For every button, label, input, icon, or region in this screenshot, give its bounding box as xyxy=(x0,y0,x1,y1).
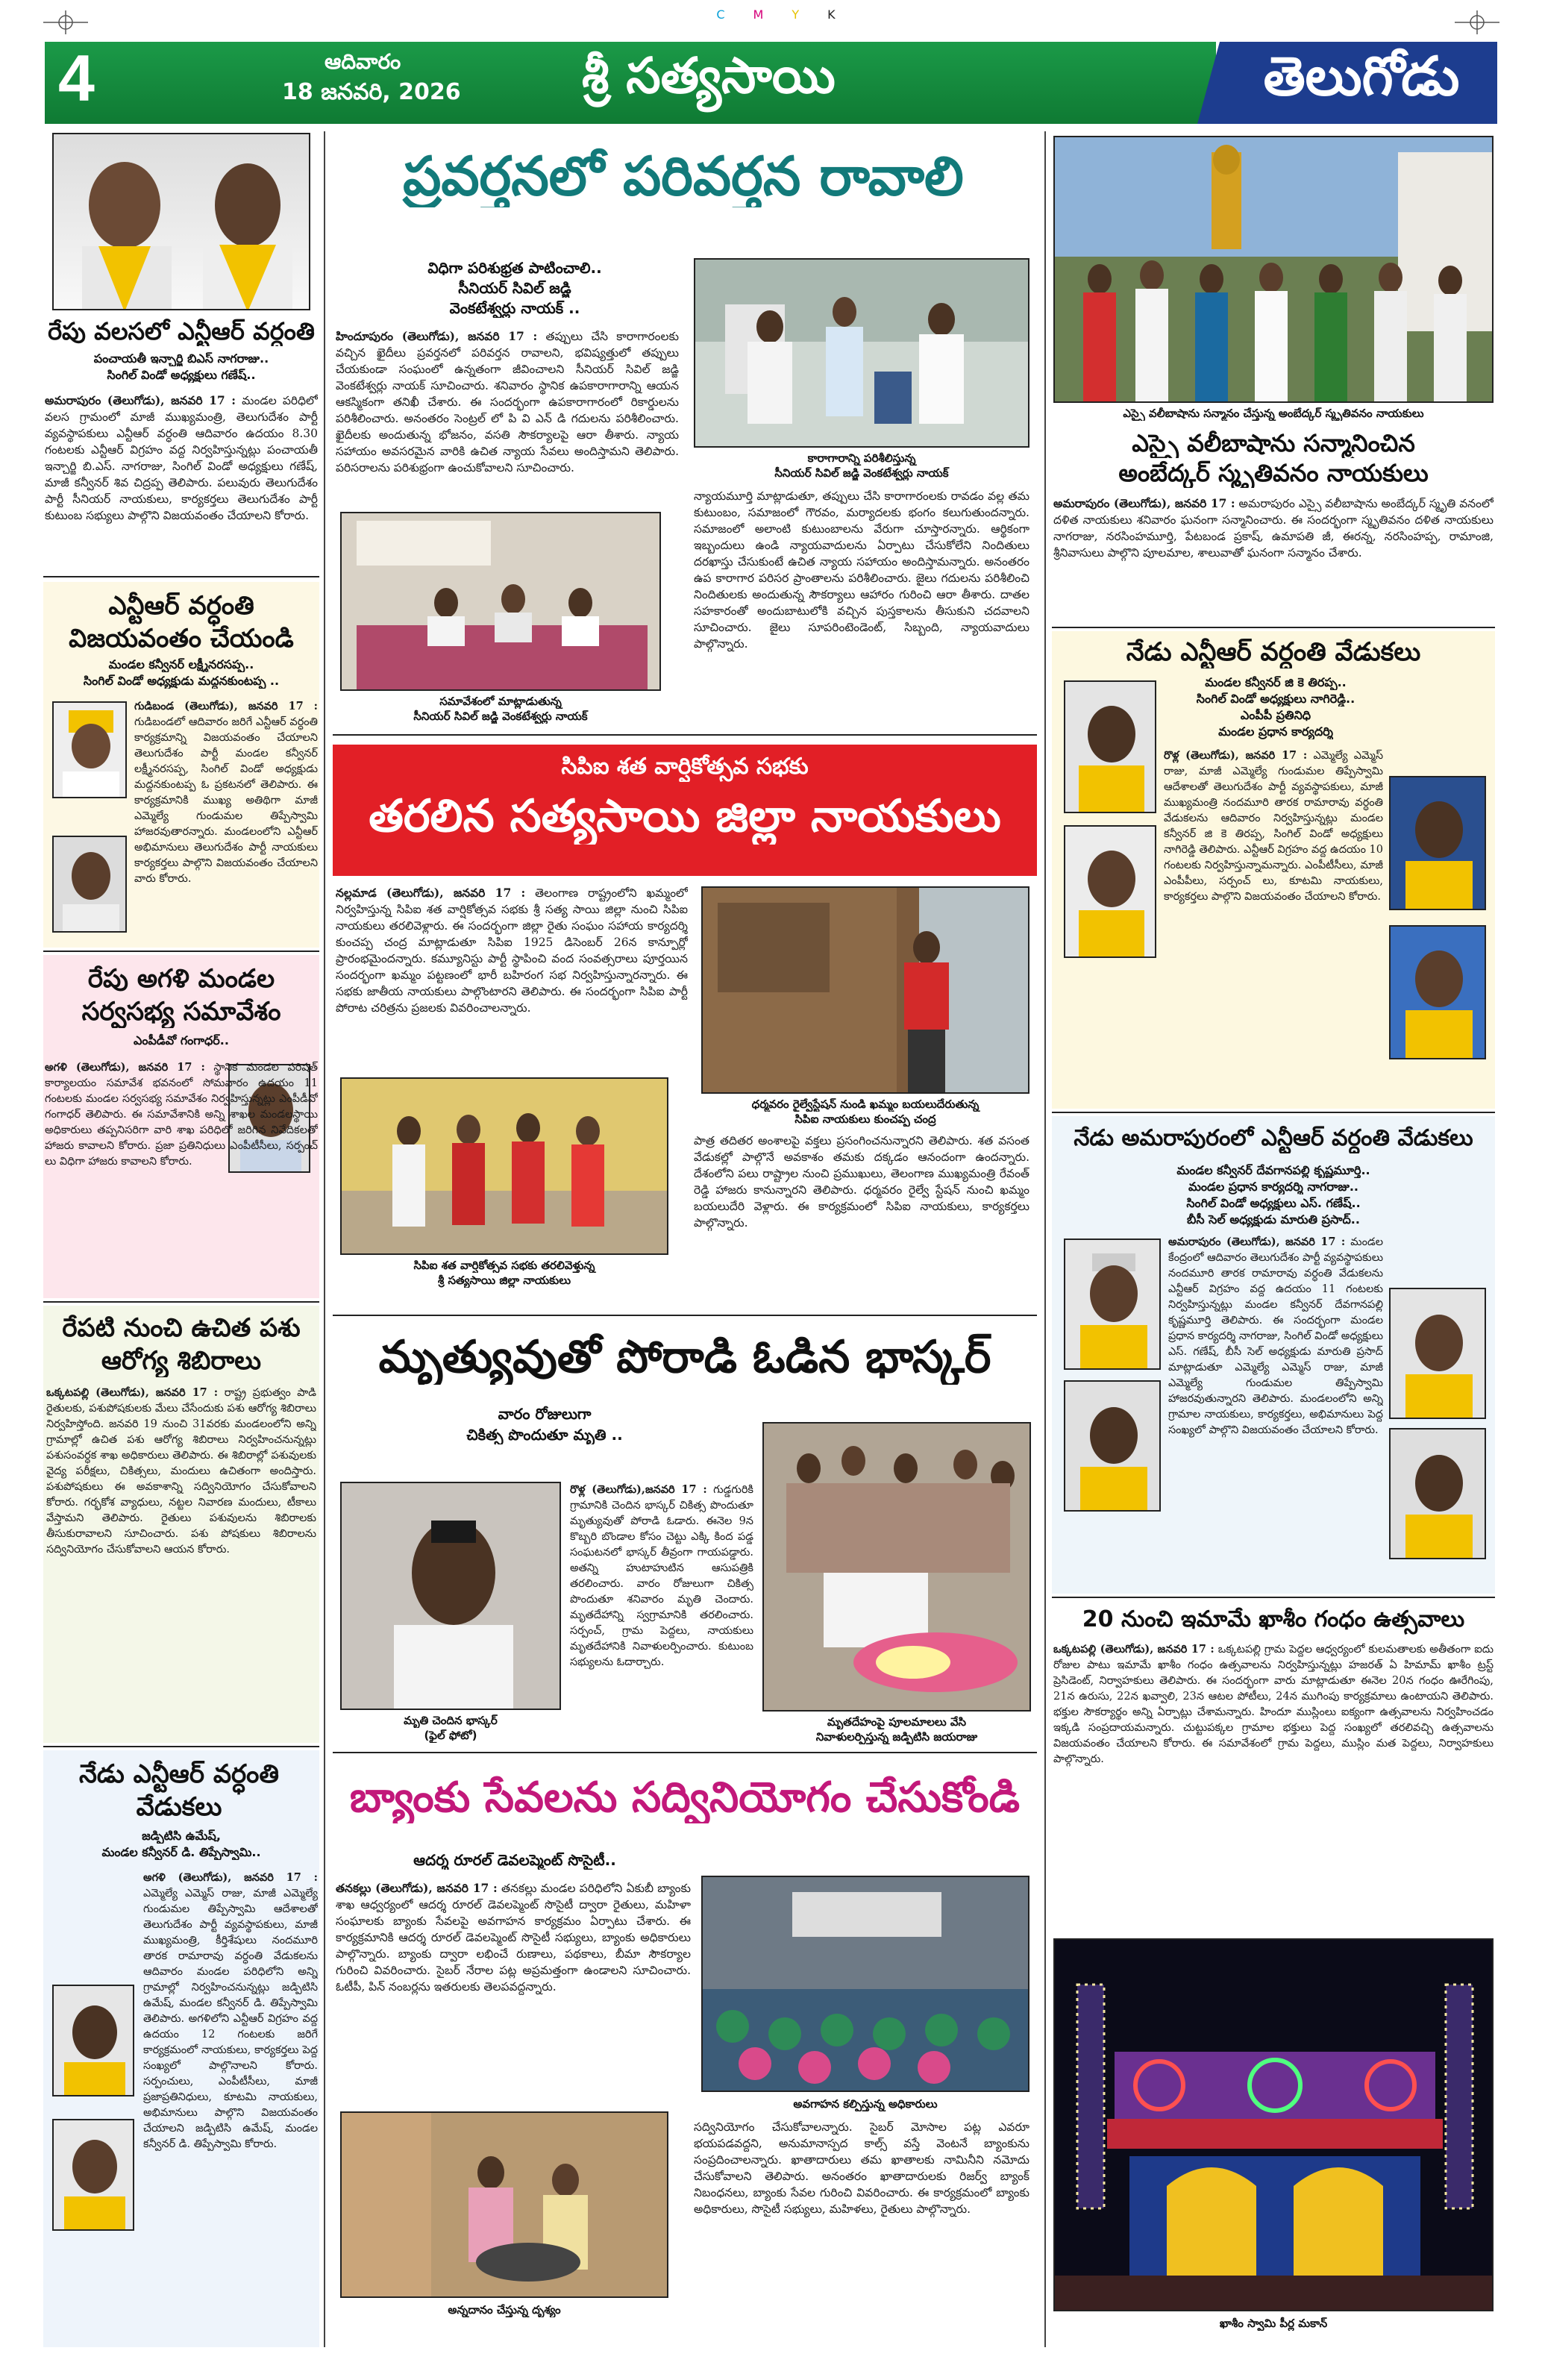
r1-dateline: అమరాపురం (తెలుగోడు), జనవరి 17 : xyxy=(1053,496,1235,510)
section-title: శ్రీ సత్యసాయి xyxy=(582,46,836,104)
column-rule-left xyxy=(324,131,325,2347)
bank-dateline: తనకల్లు (తెలుగోడు), జనవరి 17 : xyxy=(336,1881,498,1895)
a3-body-text: స్థానిక మండల పరిషత్ కార్యాలయం సమావేశ భవనంలో సోమవారం ఉదయం 11 గంటలకు మండల సర్వసభ్య సమావేశం నిర్వహిస్తున్నట్లు ఎంపీడీవో గంగాధర్ తెలిపారు. ఈ సమావేశానికి అన్ని శాఖల మండలస్థాయి అధికారులు తప్పనిసరిగా వారి శాఖ పరిధిలో జరిగిన నివేదికలతో హాజరు కావాలని కోరారు. ప్రజా ప్రతినిధులు ఎంపీటీసీలు, సర్పంచ్ లు విధిగా హాజరు కావాలని కోరారు. xyxy=(45,1062,318,1168)
r3-sub2: మండల ప్రధాన కార్యదర్శి నాగరాజు.. xyxy=(1188,1180,1359,1194)
ambedkar-photo-caption: ఎస్సై వలీబాషాను సన్మానం చేస్తున్న అంబేద్కర్ స్మృతివనం నాయకులు xyxy=(1123,407,1424,420)
a3-title: రేపు అగళి మండల సర్వసభ్య సమావేశం xyxy=(81,964,281,1027)
a5-body xyxy=(143,1870,318,2340)
divider xyxy=(333,734,1037,736)
cmyk-c: C xyxy=(716,7,725,22)
bhaskar-dateline: రొళ్ల (తెలుగోడు),జనవరి 17 : xyxy=(570,1483,707,1496)
main-body1 xyxy=(336,328,679,504)
cpi-body2: పాత్ర తదితర అంశాలపై వక్తలు ప్రసంగించనున్నారని తెలిపారు. శత వసంత వేడుకల్లో పాల్గొనే అవకాశం తమకు దక్కడం ఆనందంగా ఉందన్నారు. దేశంలోని పలు రాష్ట్రాల నుంచి ప్రముఖులు, తెలంగాణ ముఖ్యమంత్రి రేవంత్ రెడ్డి హాజరు కానున్నారని తెలిపారు. ధర్మవరం రైల్వే స్టేషన్ నుంచి ఖమ్మం బయలుదేరి వెళ్లారు. ఈ కార్యక్రమంలో సిపిఐ నాయకులు, కార్యకర్తలు పాల్గొన్నారు. xyxy=(694,1134,1029,1230)
bhaskar-portrait-caption1: మృతి చెందిన భాస్కర్ xyxy=(404,1714,498,1727)
jail-visit-photo xyxy=(694,258,1029,448)
divider xyxy=(1052,1112,1495,1113)
a2-sub2: సింగిల్ విండో అధ్యక్షుడు మద్దనకుంటప్ప .. xyxy=(83,674,280,688)
a2-dateline: గుడిబండ (తెలుగోడు), జనవరి 17 : xyxy=(134,700,318,713)
a2-photo-1 xyxy=(52,701,127,798)
r3-sub1: మండల కన్వీనర్ దేవగానపల్లి కృష్ణమూర్తి.. xyxy=(1176,1163,1370,1177)
header-date: 18 జనవరి, 2026 xyxy=(282,79,461,105)
a5-title: నేడు ఎన్టీఆర్ వర్ధంతి వేడుకలు xyxy=(79,1759,279,1822)
cpi-headline: తరలిన సత్యసాయి జిల్లా నాయకులు xyxy=(369,790,1001,842)
page-number: 4 xyxy=(58,41,95,115)
bank-sub1: ఆదర్శ రూరల్ డెవలప్మెంట్ సొసైటీ.. xyxy=(413,1851,616,1869)
divider xyxy=(333,1752,1037,1753)
bhaskar-headline: మృత్యువుతో పోరాడి ఓడిన భాస్కర్ xyxy=(378,1331,991,1383)
a2-body-text: గుడిబండలో ఆదివారం జరిగే ఎన్టీఆర్ వర్ధంతి కార్యక్రమాన్ని విజయవంతం చేయాలని తెలుగుదేశం పార్టీ మండల కన్వీనర్ లక్ష్మీనరసప్ప, సింగిల్ విండో అధ్యక్షుడు మద్దనకుంటప్ప ఓ ప్రకటనలో తెలిపారు. ఈ కార్యక్రమానికి ముఖ్య అతిథిగా మాజీ ఎమ్మెల్యే గుండుమల తిప్పేస్వామి హాజరవుతారన్నారు. మండలంలోని ఎన్టీఆర్ అభిమానులు తెలుగుదేశం పార్టీ నాయకులు కార్యకర్తలు పాల్గొని విజయవంతం చేయాలని వారు కోరారు. xyxy=(134,716,318,885)
r4-body-text: ఒక్కటపల్లి గ్రామ పెద్దల ఆధ్వర్యంలో కులమతాలకు అతీతంగా ఐదు రోజుల పాటు ఇమామే ఖాశీం గంధం ఉత్సవాలను నిర్వహిస్తున్నట్లు హజరత్ ఏ హిమామ్ ఖాశీం ట్రస్ట్ ప్రెసిడెంట్, నిర్వాహకులు తెలిపారు. ఈ సందర్భంగా వారు మాట్లాడుతూ ఈనెల 20న గంధం ఊరేగింపు, 21న ఉరుసు, 22న ఖవ్వాలి, 23న ఆటల పోటీలు, 24న ముగింపు కార్యక్రమాలు ఉంటాయని తెలిపారు. భక్తుల సౌకర్యార్థం అన్ని ఏర్పాట్లు చేశామన్నారు. హిందూ ముస్లింలు ఐక్యంగా ఉత్సవాలను నిర్వహించడం ఇక్కడి సంప్రదాయమన్నారు. చుట్టుపక్కల గ్రామాల భక్తులు పెద్ద సంఖ్యలో తరలివచ్చి ఉత్సవాలను విజయవంతం చేయాలని కోరారు. ఈ సమావేశంలో గ్రామ పెద్దలు, ముస్లిం మత పెద్దలు, నిర్వాహకులు పాల్గొన్నారు. xyxy=(1053,1644,1494,1765)
bank-body1-text: తనకల్లు మండల పరిధిలోని ఏకుబీ బ్యాంకు శాఖ ఆధ్వర్యంలో ఆదర్శ రూరల్ డెవలప్మెంట్ సొసైటీ ద్వారా రైతులు, మహిళా సంఘాలకు బ్యాంకు సేవలపై అవగాహన కార్యక్రమం ఏర్పాటు చేశారు. ఈ కార్యక్రమానికి ఆదర్శ రూరల్ డెవలప్మెంట్ సొసైటీ సభ్యులు, బ్యాంకు అధికారులు పాల్గొన్నారు. బ్యాంకు ద్వారా లభించే రుణాలు, పథకాలు, బీమా సౌకర్యాల గురించి వివరించారు. సైబర్ నేరాల పట్ల అప్రమత్తంగా ఉండాలని సూచించారు. ఓటీపీ, పిన్ నంబర్లను ఇతరులకు తెలపవద్దన్నారు. xyxy=(336,1882,691,1994)
divider xyxy=(43,1301,319,1303)
a5-body-text: ఎమ్మెల్యే ఎమ్మెస్ రాజు, మాజీ ఎమ్మెల్యే గుండుమల తిప్పేస్వామి ఆదేశాలతో తెలుగుదేశం పార్టీ వ్యవస్థాపకులు, మాజీ ముఖ్యమంత్రి, కీర్తిశేషులు నందమూరి తారక రామారావు వర్ధంతి వేడుకలను ఆదివారం మండల పరిధిలోని అన్ని గ్రామాల్లో నిర్వహించనున్నట్లు జడ్పిటిసి ఉమేష్, మండల కన్వీనర్ డి. తిప్పేస్వామి తెలిపారు. అగళిలోని ఎన్టీఆర్ విగ్రహం వద్ద ఉదయం 12 గంటలకు జరిగే కార్యక్రమంలో నాయకులు, కార్యకర్తలు పెద్ద సంఖ్యలో పాల్గొనాలని కోరారు. సర్పంచులు, ఎంపీటీసీలు, మాజీ ప్రజాప్రతినిధులు, కూటమి నాయకులు, అభిమానులు పాల్గొని విజయవంతం చేయాలని జడ్పిటిసి ఉమేష్, మండల కన్వీనర్ డి. తిప్పేస్వామి కోరారు. xyxy=(143,1888,318,2150)
bhaskar-tribute-photo xyxy=(762,1422,1031,1712)
bank-food-photo xyxy=(340,2111,668,2298)
main-body1-text: తప్పులు చేసి కారాగారంలకు వచ్చిన ఖైదీలు ప్రవర్తనలో పరివర్తన రావాలని, భవిష్యత్తులో తప్పులు చేయకుండా సంఘంలో ఉన్నతంగా జీవించాలని సీనియర్ సివిల్ జడ్జి వెంకటేశ్వర్లు నాయక్ సూచించారు. శనివారం స్థానిక ఉపకారాగారాన్ని ఆయన ఆకస్మికంగా తనిఖీ చేశారు. ఈ సందర్భంగా ఉపకారాగారంలో రికార్డులను పరిశీలించారు. అనంతరం సెంట్రల్ లో పి వి ఎన్ డి గదులను పరిశీలించారు. ఖైదీలకు అందుతున్న భోజనం, వసతి సౌకర్యాలపై ఆరా తీశారు. న్యాయ సహాయం అవసరమైన వారికి ఉచిత న్యాయ సేవలు అందిస్తామని తెలిపారు. పరిసరాలను పరిశుభ్రంగా ఉంచుకోవాలని సూచించారు. xyxy=(336,330,679,475)
bhaskar-tribute-caption2: నివాళులర్పిస్తున్న జడ్పిటిసి జయరాజు xyxy=(815,1730,978,1744)
r2-photo-4 xyxy=(1389,925,1486,1059)
divider xyxy=(43,951,319,952)
bank-food-caption: అన్నదానం చేస్తున్న దృశ్యం xyxy=(448,2303,561,2317)
r3-body-text: మండల కేంద్రంలో ఆదివారం తెలుగుదేశం పార్టీ వ్యవస్థాపకులు నందమూరి తారక రామారావు వర్ధంతి వేడుకలను ఎన్టీఆర్ విగ్రహం వద్ద ఉదయం 11 గంటలకు నిర్వహిస్తున్నట్లు మండల కన్వీనర్ దేవగానపల్లి కృష్ణమూర్తి తెలిపారు. ఈ సందర్భంగా మండల ప్రధాన కార్యదర్శి నాగరాజు, సింగిల్ విండో అధ్యక్షులు ఎస్. గణేష్, బీసీ సెల్ అధ్యక్షుడు మారుతి ప్రసాద్ మాట్లాడుతూ ఎమ్మెల్యే ఎమ్మెస్ రాజు, మాజీ ఎమ్మెల్యే గుండుమల తిప్పేస్వామి హాజరవుతున్నారని తెలిపారు. మండలంలోని అన్ని గ్రామాల నాయకులు, కార్యకర్తలు, అభిమానులు పెద్ద సంఖ్యలో పాల్గొని విజయవంతం చేయాలని కోరారు. xyxy=(1168,1236,1383,1436)
r2-sub3: ఎంపీపీ ప్రతినిధి xyxy=(1240,708,1311,722)
a5-sub2: మండల కన్వీనర్ డి. తిప్పేస్వామి.. xyxy=(101,1845,261,1859)
cmyk-m: M xyxy=(753,7,764,22)
r3-sub4: బీసీ సెల్ అధ్యక్షుడు మారుతి ప్రసాద్.. xyxy=(1187,1212,1360,1227)
bhaskar-body xyxy=(570,1482,753,1735)
r2-body xyxy=(1164,748,1383,1103)
main-sub2: సీనియర్ సివిల్ జడ్జి xyxy=(458,279,571,297)
cmyk-y: Y xyxy=(792,7,800,22)
cmyk-bar xyxy=(701,7,850,25)
a2-photo-2 xyxy=(52,836,127,933)
meeting-photo-caption2: సీనియర్ సివిల్ జడ్జి వెంకటేశ్వర్లు నాయక్ xyxy=(413,710,588,723)
cpi-kicker: సిపిఐ శత వార్షికోత్సవ సభకు xyxy=(561,754,809,780)
cmyk-k: K xyxy=(827,7,836,22)
main-sub1: విధిగా పరిశుభ్రత పాటించాలి.. xyxy=(427,259,602,277)
column-rule-right xyxy=(1044,131,1046,2347)
a1-sub2: సింగిల్ విండో అధ్యక్షులు గణేష్.. xyxy=(107,368,256,382)
a5-sub1: జడ్పిటిసి ఉమేష్, xyxy=(142,1829,221,1843)
cpi-group-photo xyxy=(340,1077,668,1255)
r3-photo-4 xyxy=(1389,1428,1486,1559)
main-dateline: హిందూపురం (తెలుగోడు), జనవరి 17 : xyxy=(336,329,538,343)
bank-awareness-photo xyxy=(701,1876,1029,2092)
a1-body xyxy=(45,392,318,571)
bhaskar-sub1: వారం రోజులుగా xyxy=(498,1405,592,1423)
masthead-logo: తెలుగోడు xyxy=(1263,45,1460,107)
bhaskar-body-text: గుడ్డగురికి గ్రామానికి చెందిన భాస్కర్ చికిత్స పొందుతూ మృత్యువుతో పోరాడి ఓడారు. ఈనెల 9న కొబ్బరి బొండాల కోసం చెట్టు ఎక్కి కింద పడ్డ సంఘటనలో భాస్కర్ తీవ్రంగా గాయపడ్డారు. అతన్ని హుటాహుటిన ఆసుపత్రికి తరలించారు. వారం రోజులుగా చికిత్స పొందుతూ శనివారం మృతి చెందారు. మృతదేహాన్ని స్వగ్రామానికి తరలించారు. సర్పంచ్, గ్రామ పెద్దలు, నాయకులు మృతదేహానికి నివాళులర్పించారు. కుటుంబ సభ్యులను ఓదార్చారు. xyxy=(570,1484,753,1668)
r1-body-text: అమరాపురం ఎస్సై వలీబాషాను అంబేద్కర్ స్మృతి వనంలో దళిత నాయకులు శనివారం ఘనంగా సన్మానించారు. ఈ సందర్భంగా స్మృతివనం దళిత నాయకులు నాగరాజు, నరసింహమూర్తి, పేటబండ ప్రకాష్, ఉమాపతి జీ, ఈరన్న, నరసింహప్ప, రామాంజి, శ్రీనివాసులు పాల్గొని పూలమాల, శాలువాతో ఘనంగా సన్మానం చేశారు. xyxy=(1053,497,1494,560)
r2-dateline: రొళ్ల (తెలుగోడు), జనవరి 17 : xyxy=(1164,749,1308,762)
r2-body-text: ఎమ్మెల్యే ఎమ్మెస్ రాజు, మాజీ ఎమ్మెల్యే గుండుమల తిప్పేస్వామి ఆదేశాలతో తెలుగుదేశం పార్టీ వ్యవస్థాపకులు, మాజీ ముఖ్యమంత్రి నందమూరి తారక రామారావు వర్ధంతి వేడుకలను ఆదివారం నిర్వహిస్తున్నట్లు మండల కన్వీనర్ జి కె తిరప్ప, సింగిల్ విండో అధ్యక్షులు నాగిరెడ్డి తెలిపారు. ఎన్టీఆర్ విగ్రహం వద్ద ఉదయం 10 గంటలకు నిర్వహిస్తున్నామన్నారు. ఎంపీటీసీలు, మాజీ ఎంపీపీలు, సర్పంచ్ లు, కూటమి నాయకులు, కార్యకర్తలు పాల్గొని విజయవంతం చేయాలని కోరారు. xyxy=(1164,750,1383,903)
r4-title: 20 నుంచి ఇమామే ఖాశీం గంధం ఉత్సవాలు xyxy=(1082,1606,1465,1632)
r1-title2: అంబేద్కర్ స్మృతివనం నాయకులు xyxy=(1118,459,1429,487)
cpi-dateline: నల్లమాడ (తెలుగోడు), జనవరి 17 : xyxy=(336,886,526,900)
r2-sub2: సింగిల్ విండో అధ్యక్షులు నాగిరెడ్డి.. xyxy=(1196,692,1355,706)
a1-body-text: మండల పరిధిలో వలస గ్రామంలో మాజీ ముఖ్యమంత్రి, తెలుగుదేశం పార్టీ వ్యవస్థాపకులు ఎన్టీఆర్ వర్ధంతి ఆదివారం ఉదయం 8.30 గంటలకు ఎన్టీఆర్ విగ్రహం వద్ద నిర్వహిస్తున్నట్లు పంచాయతీ ఇన్చార్జి బి.ఎస్. నాగరాజు, సింగిల్ విండో అధ్యక్షులు గణేష్, మాజీ కన్వీనర్ శివ చిద్రప్ప తెలిపారు. పలువురు తెలుగుదేశం పార్టీ సీనియర్ నాయకులు, కార్యకర్తలు తెలుగుదేశం పార్టీ కుటుంబ సభ్యులు పాల్గొని విజయవంతం చేయాలని కోరారు. xyxy=(45,394,318,522)
r3-photo-3 xyxy=(1389,1288,1486,1419)
a4-dateline: ఒక్కటపల్లి (తెలుగోడు), జనవరి 17 : xyxy=(46,1386,219,1399)
registration-mark-right xyxy=(1455,7,1499,37)
jail-photo-caption1: కారాగారాన్ని పరిశీలిస్తున్న xyxy=(807,451,916,465)
cpi-body1-text: తెలంగాణ రాష్ట్రంలోని ఖమ్మంలో నిర్వహిస్తున్న సిపిఐ శత వార్షికోత్సవ సభకు శ్రీ సత్య సాయి జిల్లా నుంచి సిపిఐ నాయకులు తరలివెళ్లారు. ఈ సందర్భంగా జిల్లా రైతు సంఘం సహాయ కార్యదర్శి కుంచప్ప చంద్ర మాట్లాడుతూ సిపిఐ 1925 డిసెంబర్ 26న కాన్పూర్లో ప్రారంభమైందన్నారు. కమ్యూనిస్టు పార్టీ స్థాపించి వంద సంవత్సరాలు పూర్తయిన సందర్భంగా ఖమ్మం పట్టణంలో భారీ బహిరంగ సభ నిర్వహిస్తున్నారన్నారు. ఈ సభకు జాతీయ నాయకులు పాల్గొంటారని తెలిపారు. ఈ సందర్భంగా సిపిఐ పార్టీ పోరాట చరిత్రను ప్రజలకు వివరించాలన్నారు. xyxy=(336,886,688,1015)
bhaskar-portrait xyxy=(340,1482,561,1710)
cpi-station-caption2: సిపిఐ నాయకులు కుంచప్ప చంద్ర xyxy=(794,1112,936,1126)
bank-body2: సద్వినియోగం చేసుకోవాలన్నారు. సైబర్ మోసాల పట్ల ఎవరూ భయపడవద్దని, అనుమానాస్పద కాల్స్ వస్తే వెంటనే బ్యాంకును సంప్రదించాలన్నారు. ఖాతాదారులు తమ ఖాతాలకు నామినీని నమోదు చేసుకోవాలని తెలిపారు. అనంతరం ఖాతాదారులకు రిజర్వ్ బ్యాంక్ నిబంధనలు, బ్యాంకు సేవల గురించి వివరించారు. ఈ కార్యక్రమంలో బ్యాంకు అధికారులు, సొసైటీ సభ్యులు, మహిళలు, రైతులు పాల్గొన్నారు. xyxy=(694,2120,1029,2216)
main-body2: న్యాయమూర్తి మాట్లాడుతూ, తప్పులు చేసి కారాగారంలకు రావడం వల్ల తమ కుటుంబం, సమాజంలో గౌరవం, మర్యాదలకు భంగం కలుగుతుందన్నారు. సమాజంలో అలాంటి కుటుంబాలను వేరుగా చూస్తారన్నారు. ఆర్థికంగా ఇబ్బందులు ఉండి న్యాయవాదులను ఏర్పాటు చేసుకోలేని నిందితులు దరఖాస్తు చేసుకుంటే ఉచిత న్యాయ సహాయం అందిస్తామన్నారు. అనంతరం ఉప కారాగార పరిసర ప్రాంతాలను పరిశీలించారు. జైలు గదులను పరిశీలించి నిందితులకు అందుతున్న సౌకర్యాలు ఆహారం గురించి ఆరా తీశారు. దాతల సహకారంతో అందుబాటులోకి వచ్చిన పుస్తకాలను తీసుకుని చదవాలని సూచించారు. జైలు సూపరింటెండెంట్, సిబ్బంది, న్యాయవాదులు పాల్గొన్నారు. xyxy=(694,489,1029,651)
r1-title1: ఎస్సై వలీబాషాను సన్మానించిన xyxy=(1132,429,1415,457)
r2-photo-3 xyxy=(1389,776,1486,910)
ambedkar-felicitation-photo xyxy=(1053,136,1494,403)
header-day: ఆదివారం xyxy=(325,49,401,74)
a1-dateline: అమరాపురం (తెలుగోడు), జనవరి 17 : xyxy=(45,393,236,407)
a5-photo-1 xyxy=(52,1985,134,2096)
tdp-leaders-photo xyxy=(52,133,310,310)
a2-body xyxy=(134,698,318,945)
cpi-station-photo xyxy=(701,886,1029,1094)
a2-title: ఎన్టీఆర్ వర్ధంతి విజయవంతం చేయండి xyxy=(69,591,294,654)
dargah-photo-caption: ఖాశీం స్వామి పీర్ల మకాన్ xyxy=(1219,2317,1328,2330)
r2-photo-2 xyxy=(1064,825,1156,958)
a4-title: రేపటి నుంచి ఉచిత పశు ఆరోగ్య శిబిరాలు xyxy=(62,1313,301,1376)
cpi-group-caption2: శ్రీ సత్యసాయి జిల్లా నాయకులు xyxy=(437,1274,571,1287)
header-bar xyxy=(45,42,1497,124)
a5-photo-2 xyxy=(52,2119,134,2231)
cpi-body1 xyxy=(336,885,688,1070)
main-sub3: వెంకటేశ్వర్లు నాయక్ .. xyxy=(449,299,580,317)
divider xyxy=(43,576,319,577)
a1-title: రేపు వలసలో ఎన్టీఆర్ వర్ధంతి xyxy=(48,317,315,345)
divider xyxy=(1052,627,1495,628)
divider xyxy=(1052,1597,1495,1598)
cpi-station-caption1: ధర్మవరం రైల్వేస్టేషన్ నుండి ఖమ్మం బయలుదేరుతున్న xyxy=(751,1097,980,1111)
bhaskar-portrait-caption2: (ఫైల్ ఫోటో) xyxy=(424,1729,477,1742)
a4-body-text: రాష్ట్ర ప్రభుత్వం పాడి రైతులకు, పశుపోషకులకు మేలు చేసేందుకు పశు ఆరోగ్య శిబిరాలు నిర్వహిస్తోంది. జనవరి 19 నుంచి 31వరకు మండలంలోని అన్ని గ్రామాల్లో ఉచిత పశు ఆరోగ్య శిబిరాలు నిర్వహించనున్నట్లు పశుసంవర్ధక శాఖ అధికారులు తెలిపారు. ఈ శిబిరాల్లో పశువులకు వైద్య పరీక్షలు, చికిత్సలు, మందులు ఉచితంగా అందిస్తారు. పశుపోషకులు ఈ అవకాశాన్ని సద్వినియోగం చేసుకోవాలని కోరారు. గర్భకోశ వ్యాధులు, నట్టల నివారణ మందులు, టీకాలు వేస్తామని తెలిపారు. రైతులు పశువులను శిబిరాలకు తీసుకురావాలని సూచించారు. పశు పోషకులు శిబిరాలను సద్వినియోగం చేసుకోవాలని ఆయన కోరారు. xyxy=(46,1387,316,1556)
r3-body xyxy=(1168,1234,1383,1589)
a3-sub1: ఎంపీడీవో గంగాధర్.. xyxy=(134,1033,229,1047)
cpi-group-caption1: సిపిఐ శత వార్షికోత్సవ సభకు తరలివెళ్తున్న xyxy=(413,1259,595,1272)
meeting-photo xyxy=(340,512,661,691)
r2-sub4: మండల ప్రధాన కార్యదర్శి xyxy=(1218,724,1333,739)
a3-dateline: అగళి (తెలుగోడు), జనవరి 17 : xyxy=(45,1061,205,1074)
a3-body xyxy=(45,1059,318,1295)
divider xyxy=(43,1746,319,1747)
r2-photo-1 xyxy=(1064,680,1156,813)
a1-sub1: పంచాయతీ ఇన్చార్జి బిఎస్ నాగరాజు.. xyxy=(93,351,269,366)
bhaskar-sub2: చికిత్స పొందుతూ మృతి .. xyxy=(466,1426,623,1444)
jail-photo-caption2: సీనియర్ సివిల్ జడ్జి వెంకటేశ్వర్లు నాయక్ xyxy=(774,466,949,480)
a4-body xyxy=(46,1385,316,1740)
bank-headline: బ్యాంకు సేవలను సద్వినియోగం చేసుకోండి xyxy=(349,1773,1021,1822)
r3-dateline: అమరాపురం (తెలుగోడు), జనవరి 17 : xyxy=(1168,1236,1346,1248)
bank-awareness-caption: అవగాహన కల్పిస్తున్న అధికారులు xyxy=(793,2097,938,2111)
registration-mark-left xyxy=(43,7,88,37)
r2-sub1: మండల కన్వీనర్ జి కె తిరప్ప.. xyxy=(1205,675,1347,689)
r4-dateline: ఒక్కటపల్లి (తెలుగోడు), జనవరి 17 : xyxy=(1053,1643,1215,1656)
bhaskar-tribute-caption1: మృతదేహంపై పూలమాలలు వేసి xyxy=(827,1715,967,1729)
r3-sub3: సింగిల్ విండో అధ్యక్షులు ఎస్. గణేష్.. xyxy=(1186,1196,1361,1210)
r2-title: నేడు ఎన్టీఆర్ వర్ధంతి వేడుకలు xyxy=(1126,637,1421,667)
divider xyxy=(333,1315,1037,1316)
a2-sub1: మండల కన్వీనర్ లక్ష్మీనరసప్ప.. xyxy=(108,657,254,671)
meeting-photo-caption1: సమావేశంలో మాట్లాడుతున్న xyxy=(439,695,562,708)
bank-body1 xyxy=(336,1880,691,2102)
main-headline: ప్రవర్తనలో పరివర్తన రావాలి xyxy=(403,145,964,207)
a5-dateline: అగళి (తెలుగోడు), జనవరి 17 : xyxy=(143,1871,318,1884)
r3-photo-1 xyxy=(1064,1238,1161,1370)
r3-photo-2 xyxy=(1064,1380,1161,1512)
dargah-photo xyxy=(1053,1938,1494,2311)
r3-title: నేడు అమరాపురంలో ఎన్టీఆర్ వర్ధంతి వేడుకలు xyxy=(1074,1125,1473,1151)
r4-body xyxy=(1053,1641,1494,1931)
r1-body xyxy=(1053,495,1494,625)
